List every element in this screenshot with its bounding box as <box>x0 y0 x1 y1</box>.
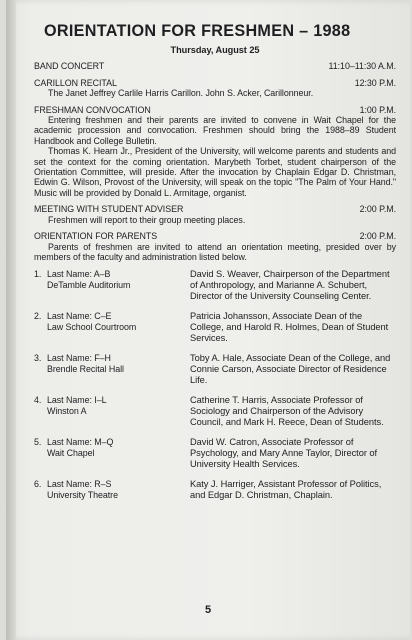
group-names: Last Name: F–H <box>47 353 111 364</box>
event-description: Thomas K. Hearn Jr., President of the University, will welcome parents and students and set the context for the coming orientation. Marybeth Torbet, student chairperson of the Orientation Committee, will preside. After the invocation by Chaplain Edgar D. Christman, Edwin G. Wilson, Provost of the University, will speak on the topic "The Palm of Your Hand." Music will be provided by Donald L. Armitage, organist. <box>34 146 396 198</box>
group-number: 4. <box>34 395 42 406</box>
group-leaders: Katy J. Harriger, Assistant Professor of Politics, and Edgar D. Christman, Chaplain. <box>190 479 382 501</box>
event-title: BAND CONCERT <box>34 61 105 72</box>
list-item <box>34 395 396 428</box>
group-leaders: David W. Catron, Associate Professor of Psychology, and Mary Anne Taylor, Director of University Health Services. <box>190 437 378 470</box>
group-place: University Theatre <box>47 489 118 500</box>
list-item <box>34 269 396 302</box>
group-location <box>45 479 190 501</box>
event-carillon-recital <box>34 78 396 88</box>
group-place: Law School Courtroom <box>47 321 137 332</box>
group-names: Last Name: M–Q <box>47 437 114 448</box>
group-names: Last Name: I–L <box>47 395 107 406</box>
group-number: 2. <box>34 311 42 322</box>
group-number: 6. <box>34 479 42 490</box>
group-location <box>45 395 190 428</box>
binding-spine <box>6 0 16 640</box>
event-date: Thursday, August 25 <box>170 45 260 55</box>
event-band-concert <box>34 61 396 71</box>
event-time: 11:10–11:30 A.M. <box>328 61 396 72</box>
page-content <box>34 22 396 510</box>
event-orientation-for-parents <box>34 231 396 241</box>
group-names: Last Name: C–E <box>47 311 112 322</box>
group-names: Last Name: A–B <box>47 269 111 280</box>
event-time: 2:00 P.M. <box>359 231 396 242</box>
group-leaders: Catherine T. Harris, Associate Professor of Sociology and Chairperson of the Advisory Council, and Mark H. Reece, Dean of Students. <box>190 395 384 428</box>
group-location <box>45 437 190 470</box>
page-number: 5 <box>204 604 212 616</box>
event-title: ORIENTATION FOR PARENTS <box>34 231 158 242</box>
group-number: 5. <box>34 437 42 448</box>
group-location <box>45 269 190 302</box>
group-number: 3. <box>34 353 42 364</box>
group-place: Wait Chapel <box>47 447 95 458</box>
list-item <box>34 479 396 501</box>
parent-group-list <box>34 269 396 501</box>
event-description: Freshmen will report to their group meeting places. <box>48 214 246 225</box>
event-description: The Janet Jeffrey Carlile Harris Carillon. John S. Acker, Carillonneur. <box>48 88 314 99</box>
event-description: Entering freshmen and their parents are invited to convene in Wait Chapel for the academic procession and convocation. Freshmen should bring the 1988–89 Student Handbook and College Bulletin. <box>34 115 396 146</box>
group-names: Last Name: R–S <box>47 479 112 490</box>
list-item <box>34 353 396 386</box>
event-title: FRESHMAN CONVOCATION <box>34 104 151 115</box>
group-location <box>45 353 190 386</box>
event-description: Parents of freshmen are invited to attend an orientation meeting, presided over by members of the faculty and administration listed below. <box>34 241 396 262</box>
page-title: ORIENTATION FOR FRESHMEN – 1988 <box>44 22 351 40</box>
group-place: Brendle Recital Hall <box>47 363 124 374</box>
list-item <box>34 437 396 470</box>
group-location <box>45 311 190 344</box>
group-place: DeTamble Auditorium <box>47 279 131 290</box>
list-item <box>34 311 396 344</box>
program-page <box>6 0 410 640</box>
event-title: MEETING WITH STUDENT ADVISER <box>34 204 184 215</box>
event-freshman-convocation <box>34 105 396 115</box>
event-time: 12:30 P.M. <box>354 77 396 88</box>
event-time: 1:00 P.M. <box>359 104 396 115</box>
event-meeting-with-adviser <box>34 204 396 214</box>
group-place: Winston A <box>47 405 87 416</box>
group-leaders: Toby A. Hale, Associate Dean of the College, and Connie Carson, Associate Director of Residence Life. <box>190 353 391 386</box>
event-time: 2:00 P.M. <box>359 204 396 215</box>
event-title: CARILLON RECITAL <box>34 77 117 88</box>
group-number: 1. <box>34 269 42 280</box>
group-leaders: David S. Weaver, Chairperson of the Department of Anthropology, and Marianne A. Schubert, Director of the University Counseling Center. <box>190 269 390 302</box>
group-leaders: Patricia Johansson, Associate Dean of the College, and Harold R. Holmes, Dean of Student Services. <box>190 311 389 344</box>
